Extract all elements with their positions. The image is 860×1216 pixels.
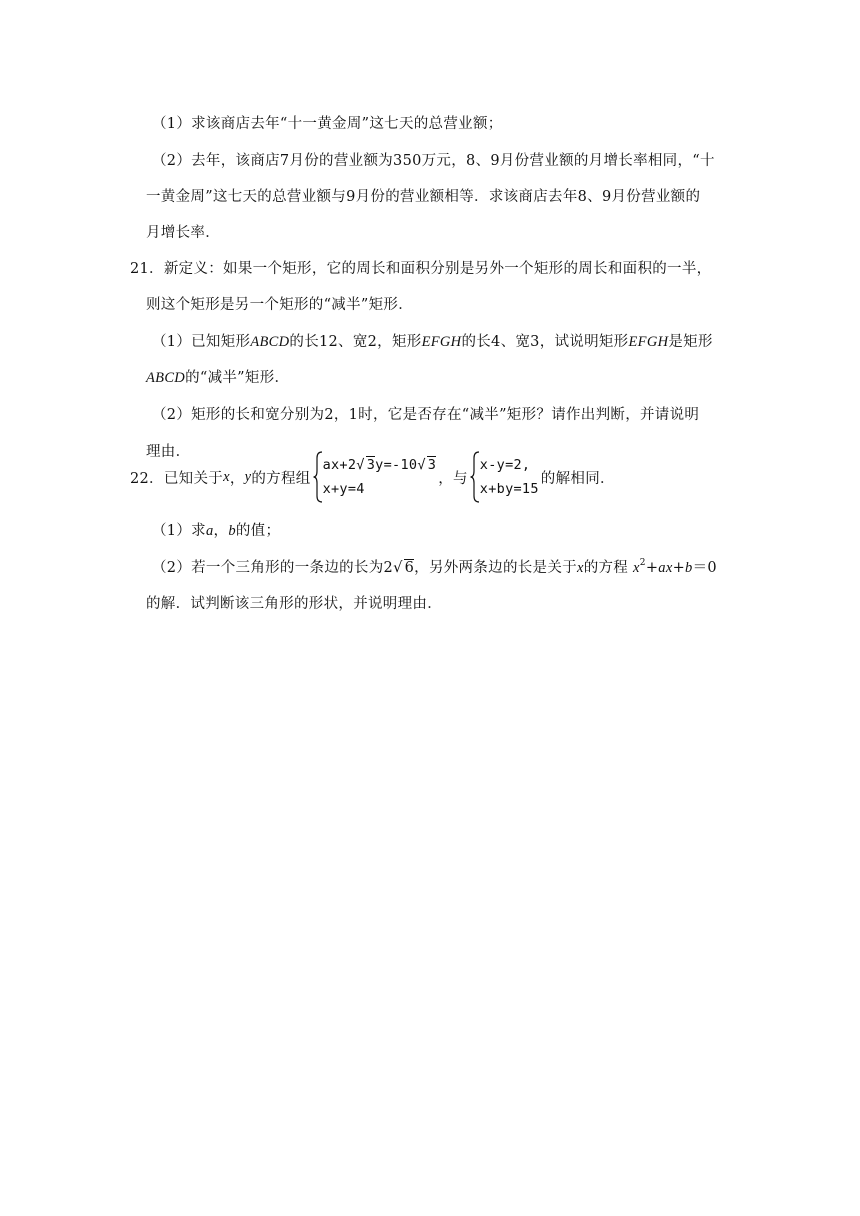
sqrt-3-b: 3 <box>427 457 437 473</box>
q21-p1-text-d: 是矩形 <box>668 334 713 350</box>
q22-p2-a: （2）若一个三角形的一条边的长为2 <box>152 560 394 576</box>
sys2-row2: x+by=15 <box>479 481 539 497</box>
q22-part1 <box>152 519 280 540</box>
var-x-2: x <box>576 560 584 576</box>
q21-part2-line1: （2）矩形的长和宽分别为2，1时，它是否存在“减半”矩形？请作出判断，并请说明 <box>152 407 700 423</box>
q22-part2-line1: （2）若一个三角形的一条边的长为2√ 6，另外两条边的长是关于x的方程 $x^2+ax+b=0$ <box>152 558 717 576</box>
q22-p2-b: ，另外两条边的长是关于 <box>414 560 577 576</box>
var-y: y <box>244 468 252 485</box>
eq-plus-2: + <box>672 560 686 576</box>
eq-x: x <box>633 560 640 576</box>
q21-part1-line2 <box>146 366 289 387</box>
q20-part2-line3: 月增长率． <box>146 225 220 241</box>
q22-p1-comma: ， <box>213 523 229 539</box>
q21-part1-line1 <box>152 330 713 351</box>
q22-stem <box>130 452 615 502</box>
var-abcd-2: ABCD <box>146 370 186 386</box>
eq-exponent: 2 <box>639 558 646 568</box>
q20-part1: （1）求该商店去年“十一黄金周”这七天的总营业额； <box>152 116 503 132</box>
q22-text-b: 的方程组 <box>251 470 311 487</box>
q22-p1-b: 的值； <box>235 523 281 539</box>
equation-system-2 <box>470 453 539 501</box>
eq-b: b <box>685 560 693 576</box>
q21-p1-text-a: （1）已知矩形 <box>152 334 251 350</box>
sys2-row1: x-y=2, <box>479 457 531 473</box>
left-brace-icon <box>470 451 480 503</box>
var-x: x <box>223 468 230 485</box>
eq-plus-1: + <box>645 560 659 576</box>
left-brace-icon <box>313 451 323 503</box>
q22-p2-c: 的方程 <box>583 560 629 576</box>
q22-part2-line2: 的解．试判断该三角形的形状，并说明理由． <box>146 596 442 612</box>
sqrt-6: 6 <box>404 560 415 576</box>
equation-system-1 <box>313 453 437 501</box>
var-b: b <box>228 523 236 539</box>
q21-part2-line2: 理由． <box>146 444 191 460</box>
q21-stem-line2: 则这个矩形是另一个矩形的“减半”矩形． <box>146 297 414 313</box>
q20-part2-line1: （2）去年，该商店7月份的营业额为350万元，8、9月份营业额的月增长率相同，“十 <box>152 153 715 169</box>
q21-stem-line1 <box>130 257 711 278</box>
sys1-r1-a: ax+2 <box>322 457 357 473</box>
sys1-row2: x+y=4 <box>322 481 365 497</box>
sys1-row1: ax+2√ 3y=-10√ 3 <box>322 457 437 473</box>
q22-text-c: ，与 <box>438 470 468 487</box>
q22-text-d: 的解相同． <box>540 470 615 487</box>
q21-number: 21． <box>130 261 164 277</box>
var-efgh-2: EFGH <box>628 334 669 350</box>
q21-p1-text-e: 的“减半”矩形． <box>185 370 290 386</box>
eq-rest: ＝0 <box>692 560 717 576</box>
q20-part2-line2: 一黄金周”这七天的总营业额与9月份的营业额相等．求该商店去年8、9月份营业额的 <box>146 189 701 205</box>
q22-p1-a: （1）求 <box>152 523 206 539</box>
q22-comma: ， <box>229 470 245 487</box>
q21-p1-text-c: 的长4、宽3，试说明矩形 <box>461 334 629 350</box>
sys1-r1-b: y=-10 <box>375 457 418 473</box>
eq-ax: ax <box>658 560 673 576</box>
var-abcd: ABCD <box>250 334 290 350</box>
sqrt-3: 3 <box>366 457 376 473</box>
q21-stem-text: 新定义：如果一个矩形，它的周长和面积分别是另外一个矩形的周长和面积的一半， <box>163 261 712 277</box>
q22-text-a: 已知关于 <box>163 470 224 487</box>
var-a: a <box>205 523 214 539</box>
q22-number: 22． <box>130 470 164 487</box>
q21-p1-text-b: 的长12、宽2，矩形 <box>289 334 422 350</box>
var-efgh: EFGH <box>421 334 462 350</box>
